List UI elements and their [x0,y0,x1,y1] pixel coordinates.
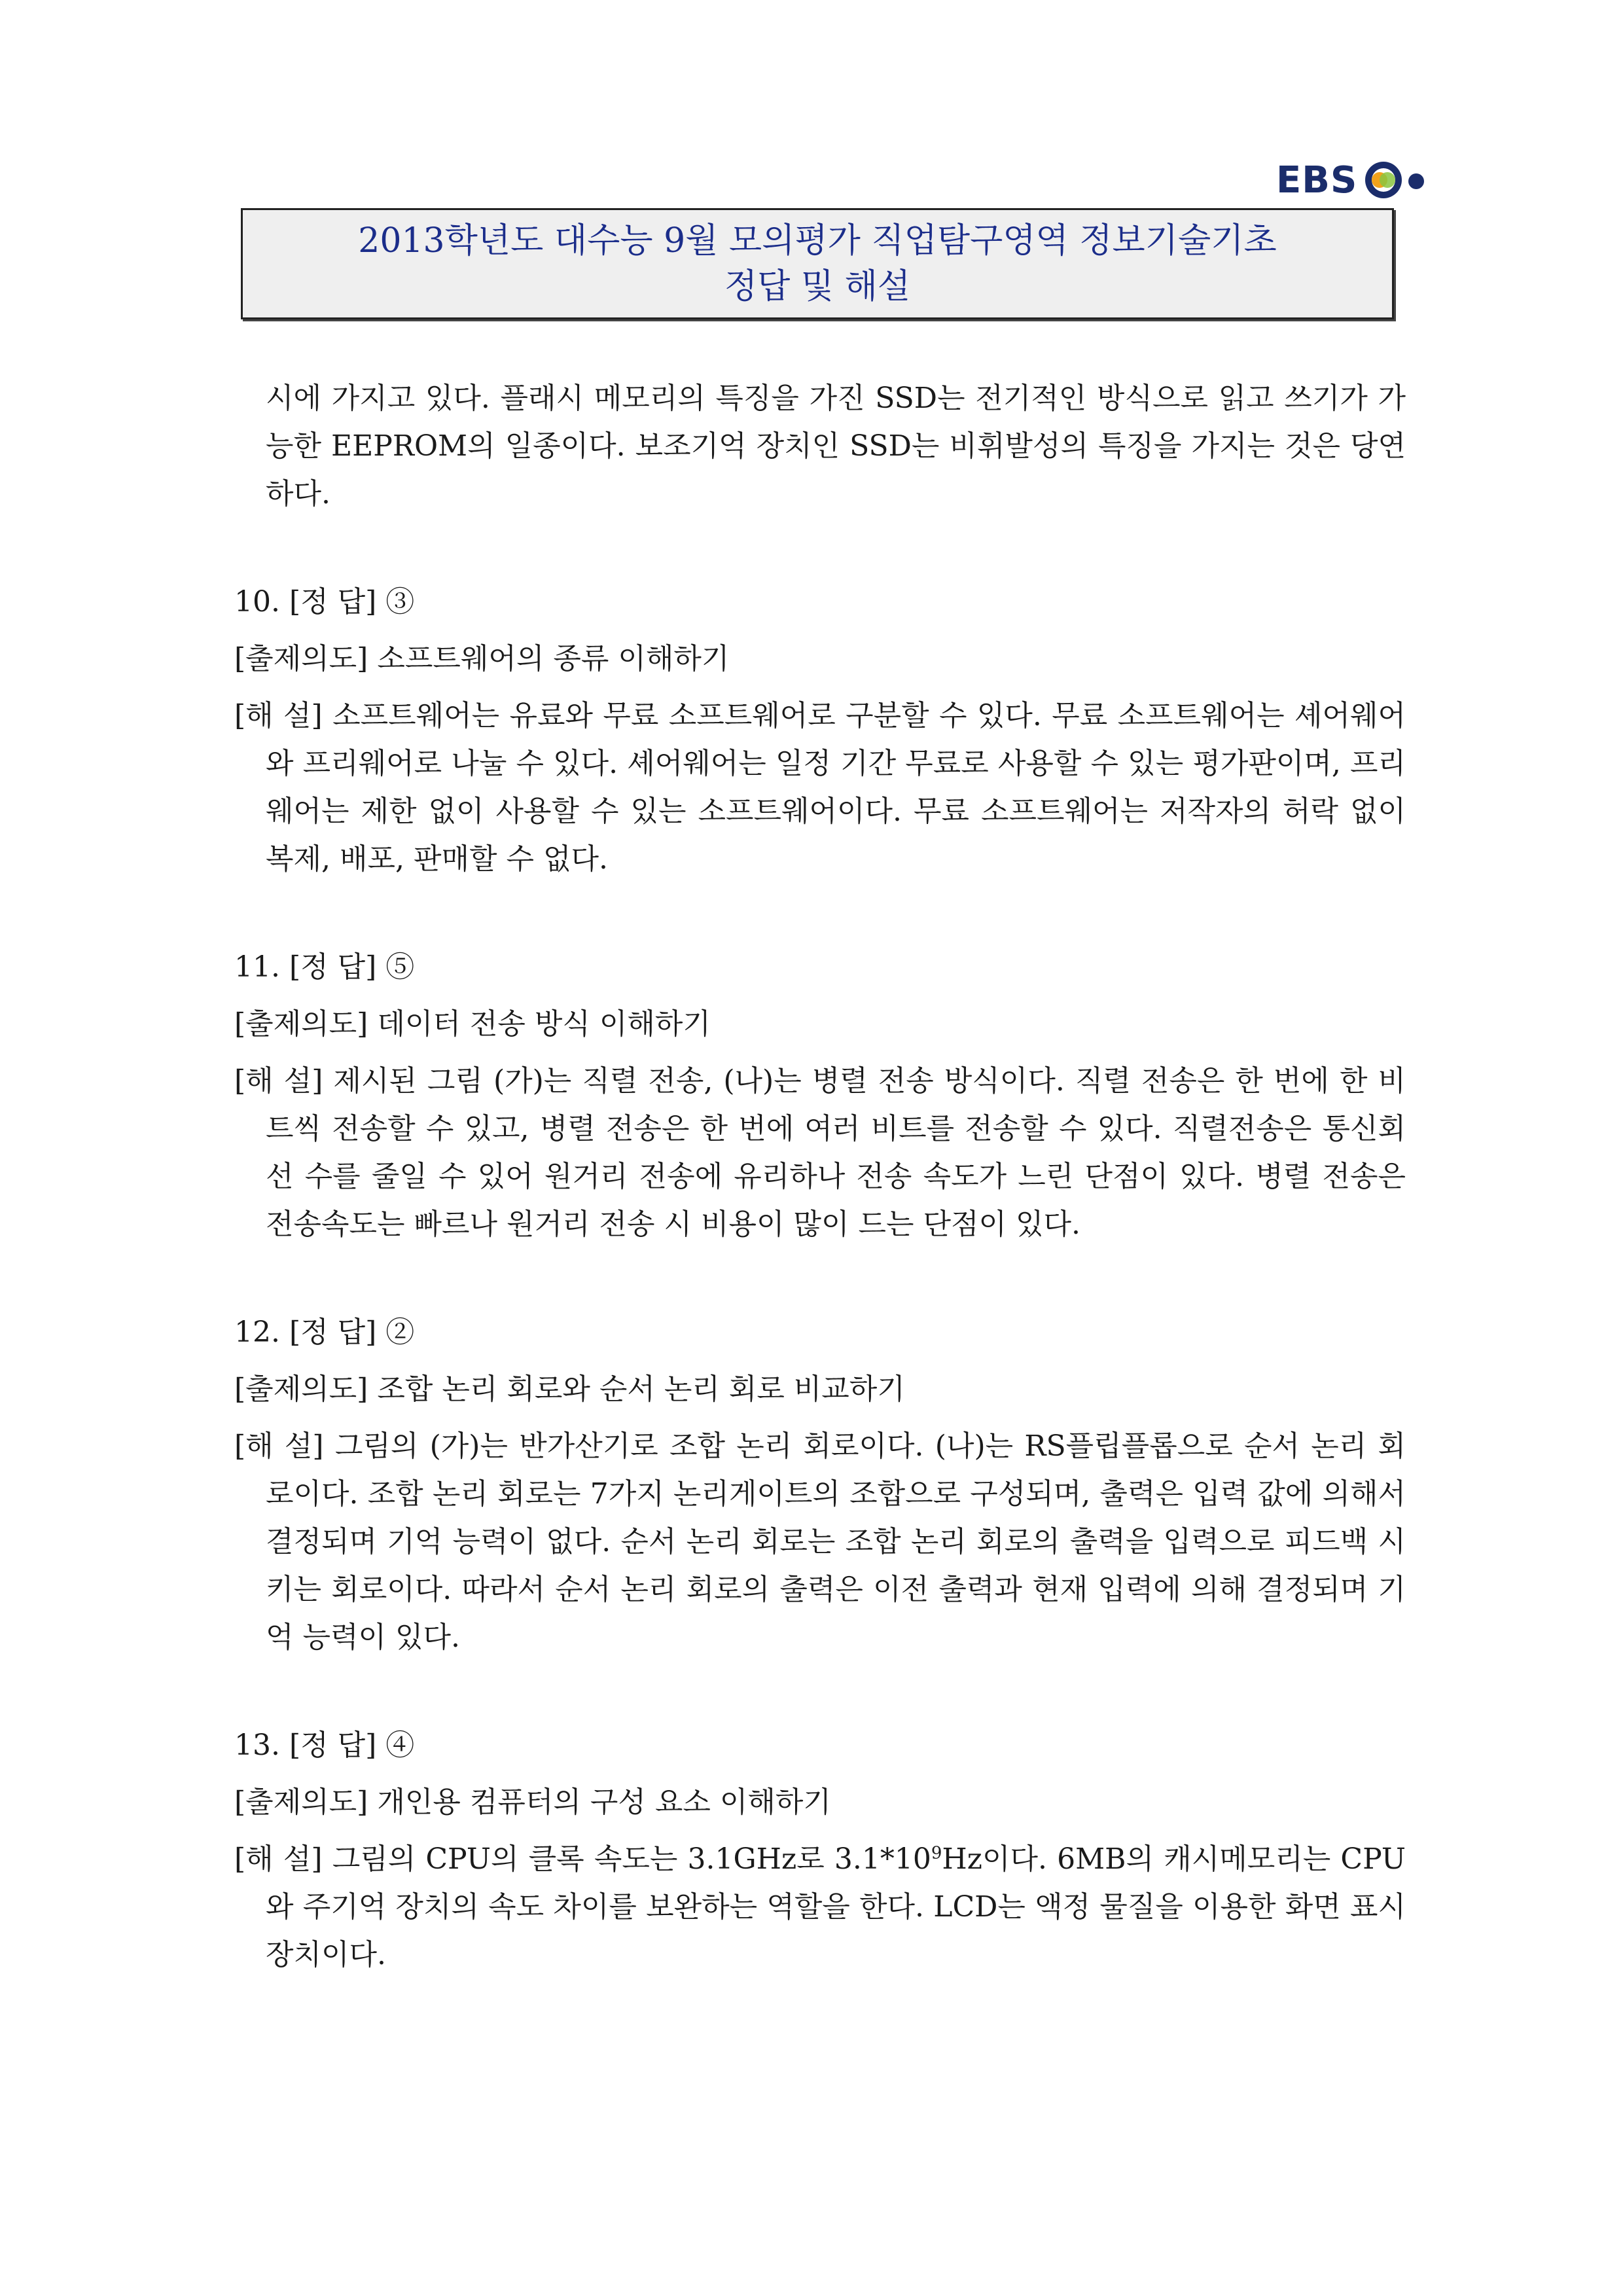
answer-content [234,374,1406,1979]
explanation-part-b: Hz이다. 6MB의 캐시메모리는 CPU와 주기억 장치의 속도 차이를 보완하는 역할을 한다. LCD는 액정 물질을 이용한 화면 표시장치이다. [266,1842,1406,1971]
answer-number: 10. [정 답] ③ [234,585,415,619]
ebs-logo-mark-icon [1364,159,1436,201]
answer-item-13 [234,1721,1406,1979]
explanation: [해 설] 소프트웨어는 유료와 무료 소프트웨어로 구분할 수 있다. 무료 소프트웨어는 셰어웨어와 프리웨어로 나눌 수 있다. 셰어웨어는 일정 기간 무료로 사용할 수 있는 평가판이며, 프리웨어는 제한 없이 사용할 수 있는 소프트웨어이다. 무료 소프트웨어는 저작자의 허락 없이 복제, 배포, 판매할 수 없다. [234,699,1406,876]
question-intent: [출제의도] 개인용 컴퓨터의 구성 요소 이해하기 [234,1785,831,1819]
question-intent: [출제의도] 소프트웨어의 종류 이해하기 [234,642,730,675]
answer-number: 11. [정 답] ⑤ [234,950,415,984]
explanation-part-a: [해 설] 그림의 CPU의 클록 속도는 3.1GHz로 3.1*10 [234,1842,931,1876]
answer-item-10 [234,578,1406,883]
answer-item-12 [234,1308,1406,1661]
explanation: [해 설] 그림의 (가)는 반가산기로 조합 논리 회로이다. (나)는 RS플립플롭으로 순서 논리 회로이다. 조합 논리 회로는 7가지 논리게이트의 조합으로 구성되며, 출력은 입력 값에 의해서 결정되며 기억 능력이 없다. 순서 논리 회로는 조합 논리 회로의 출력을 입력으로 피드백 시키는 회로이다. 따라서 순서 논리 회로의 출력은 이전 출력과 현재 입력에 의해 결정되며 기억 능력이 있다. [234,1429,1406,1654]
document-title: 2013학년도 대수능 9월 모의평가 직업탐구영역 정보기술기초 [358,221,1277,260]
answer-item-11 [234,943,1406,1248]
title-box [241,208,1394,319]
logo-text: EBS [1276,158,1358,202]
answer-number: 13. [정 답] ④ [234,1729,415,1762]
question-intent: [출제의도] 데이터 전송 방식 이해하기 [234,1007,711,1041]
explanation [234,1835,1406,1979]
intro-paragraph: 시에 가지고 있다. 플래시 메모리의 특징을 가진 SSD는 전기적인 방식으로 읽고 쓰기가 가능한 EEPROM의 일종이다. 보조기억 장치인 SSD는 비휘발성의 특징을 가지는 것은 당연하다. [266,382,1406,511]
ebs-logo [1276,157,1436,203]
explanation: [해 설] 제시된 그림 (가)는 직렬 전송, (나)는 병렬 전송 방식이다. 직렬 전송은 한 번에 한 비트씩 전송할 수 있고, 병렬 전송은 한 번에 여러 비트를 전송할 수 있다. 직렬전송은 통신회선 수를 줄일 수 있어 원거리 전송에 유리하나 전송 속도가 느린 단점이 있다. 병렬 전송은 전송속도는 빠르나 원거리 전송 시 비용이 많이 드는 단점이 있다. [234,1064,1406,1241]
question-intent: [출제의도] 조합 논리 회로와 순서 논리 회로 비교하기 [234,1372,905,1406]
answer-number: 12. [정 답] ② [234,1316,415,1349]
document-subtitle: 정답 및 해설 [724,267,911,306]
exponent: 9 [931,1843,942,1863]
